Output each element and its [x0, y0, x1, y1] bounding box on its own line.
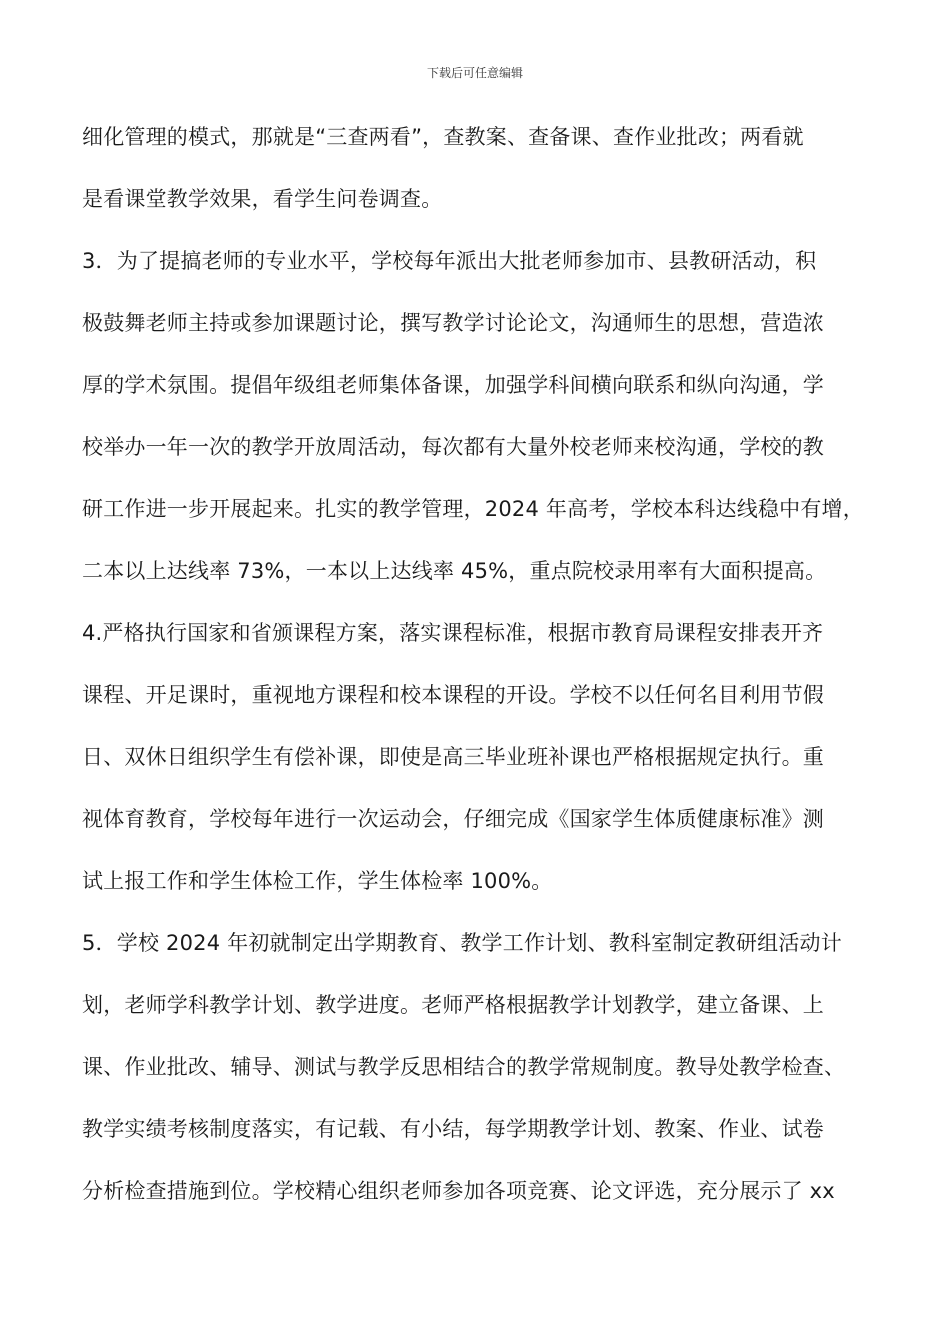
text-line: 研工作进一步开展起来。扎实的教学管理，2024 年高考，学校本科达线稳中有增，: [82, 497, 864, 521]
text-line: 二本以上达线率 73%，一本以上达线率 45%，重点院校录用率有大面积提高。: [82, 559, 827, 583]
text-line: 分析检查措施到位。学校精心组织老师参加各项竞赛、论文评选，充分展示了 xx: [82, 1179, 835, 1203]
text-line: 4.严格执行国家和省颁课程方案，落实课程标准，根据市教育局课程安排表开齐: [82, 621, 824, 645]
text-line: 校举办一年一次的教学开放周活动，每次都有大量外校老师来校沟通，学校的教: [82, 435, 824, 459]
text-line: 课程、开足课时，重视地方课程和校本课程的开设。学校不以任何名目利用节假: [82, 683, 824, 707]
document-body: [82, 106, 882, 1222]
text-line: 划，老师学科教学计划、教学进度。老师严格根据教学计划教学，建立备课、上: [82, 993, 824, 1017]
text-line: 日、双休日组织学生有偿补课，即使是高三毕业班补课也严格根据规定执行。重: [82, 745, 824, 769]
text-line: 教学实绩考核制度落实，有记载、有小结，每学期教学计划、教案、作业、试卷: [82, 1117, 824, 1141]
text-line: 细化管理的模式，那就是“三查两看”，查教案、查备课、查作业批改；两看就: [82, 125, 804, 149]
text-line: 视体育教育，学校每年进行一次运动会，仔细完成《国家学生体质健康标准》测: [82, 807, 824, 831]
text-line: 是看课堂教学效果，看学生问卷调查。: [82, 187, 443, 211]
text-line: 3．为了提搞老师的专业水平，学校每年派出大批老师参加市、县教研活动，积: [82, 249, 817, 273]
text-line: 试上报工作和学生体检工作，学生体检率 100%。: [82, 869, 553, 893]
text-line: 厚的学术氛围。提倡年级组老师集体备课，加强学科间横向联系和纵向沟通，学: [82, 373, 824, 397]
text-line: 5．学校 2024 年初就制定出学期教育、教学工作计划、教科室制定教研组活动计: [82, 931, 842, 955]
text-line: 课、作业批改、辅导、测试与教学反思相结合的教学常规制度。教导处教学检查、: [82, 1055, 846, 1079]
text-line: 极鼓舞老师主持或参加课题讨论，撰写教学讨论论文，沟通师生的思想，营造浓: [82, 311, 824, 335]
page-header: 下载后可任意编辑: [426, 66, 523, 80]
